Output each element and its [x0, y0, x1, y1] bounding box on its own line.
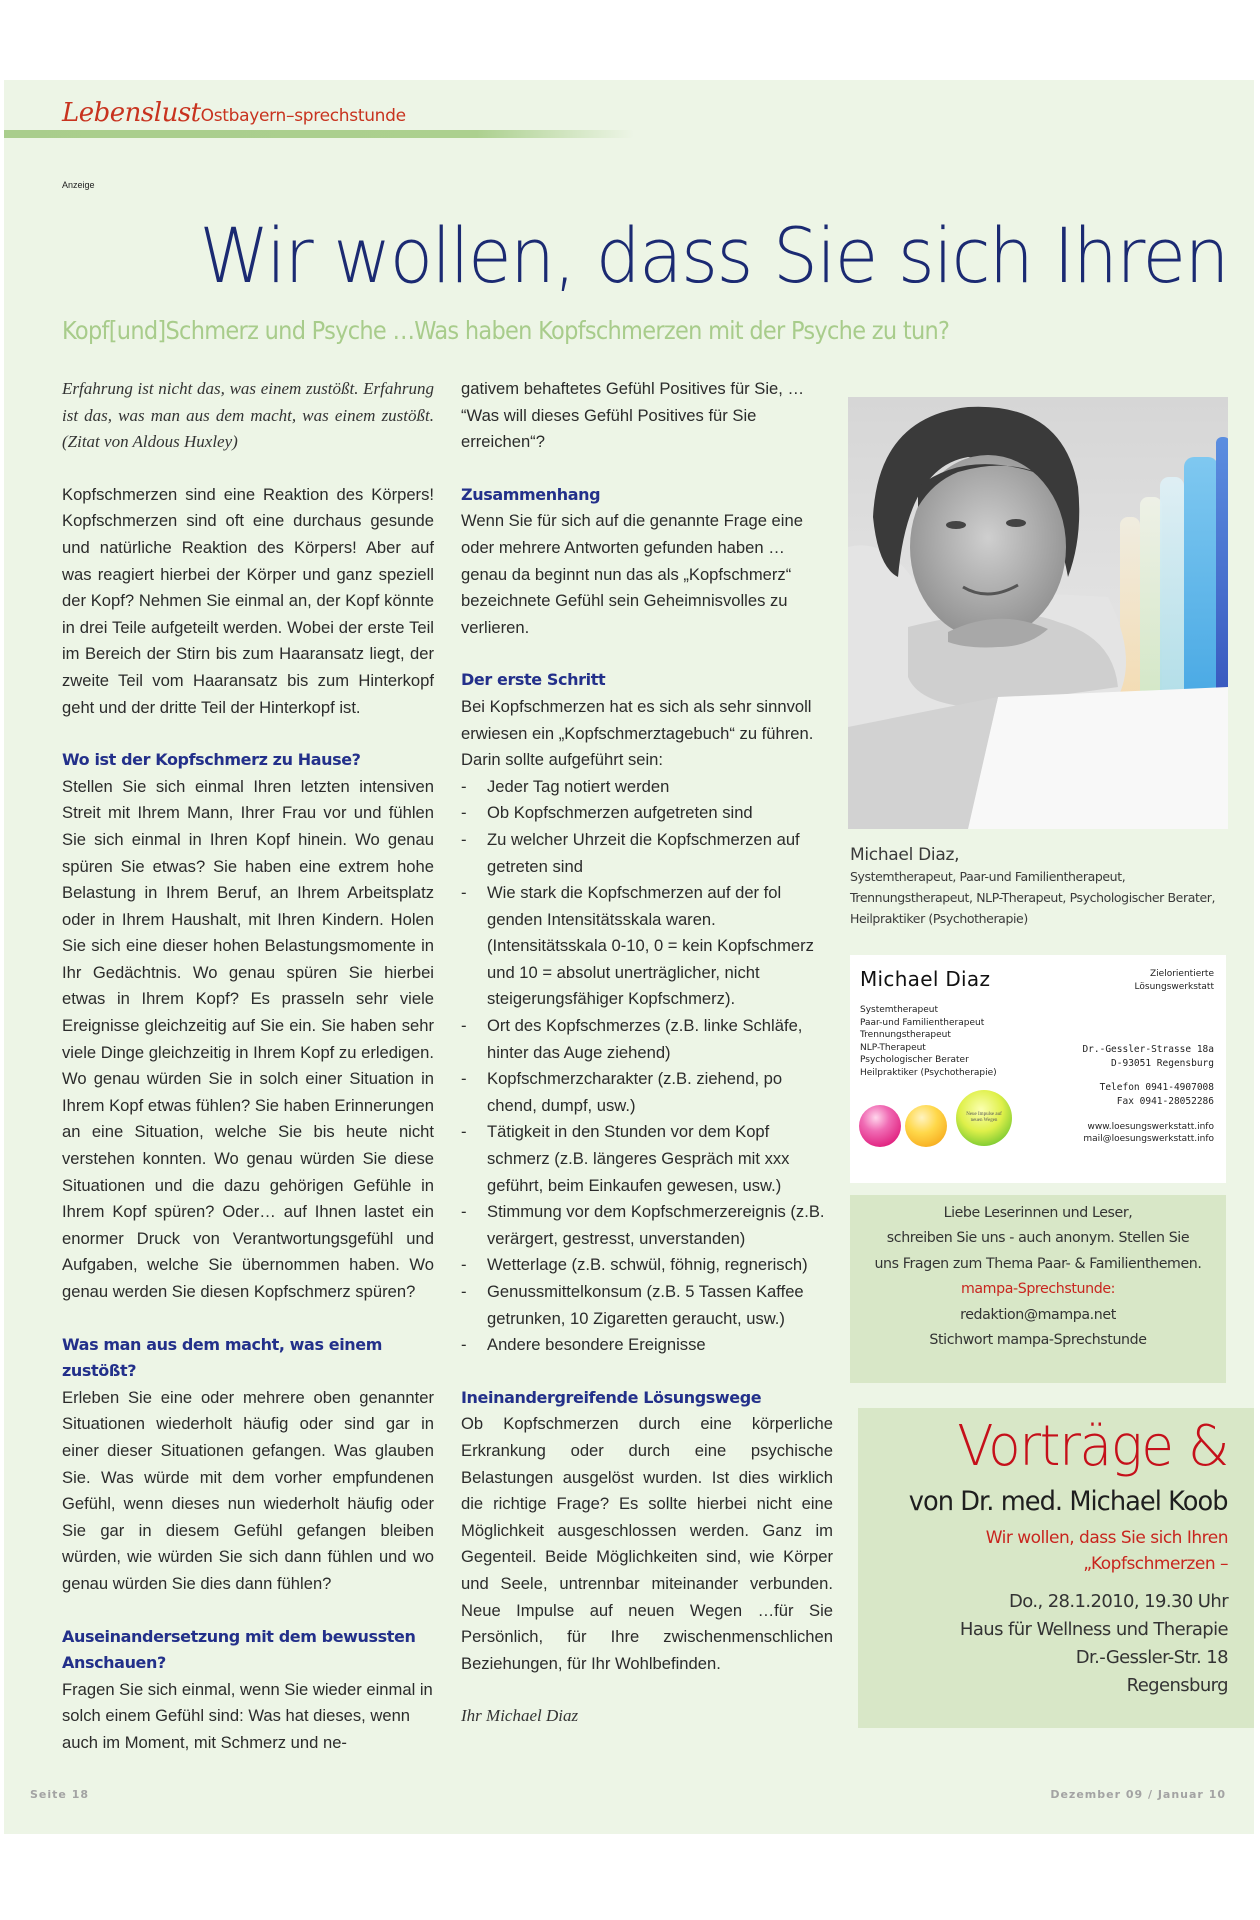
list-item: - Tätigkeit in den Stunden vor dem Kopf schmerz (z.B. längeres Gespräch mit xxx geführt, beim Einkaufen gewesen, usw.) [461, 1122, 790, 1195]
section-heading-zusammenhang: Zusammenhang [461, 484, 601, 504]
list-item: - Jeder Tag notiert werden [461, 776, 670, 796]
card-email-link[interactable]: mail@loesungswerkstatt.info [1083, 1134, 1214, 1144]
author-roles: Systemtherapeut, Paar-und Familientherapeut, Trennungstherapeut, NLP-Therapeut, Psychologischer Berater, Heilpraktiker (Psychotherapie) [850, 869, 1216, 926]
card-web [1083, 1121, 1214, 1145]
event-headline: Vorträge & [957, 1414, 1228, 1479]
card-address: Dr.-Gessler-Strasse 18a D-93051 Regensburg [1082, 1044, 1214, 1069]
opening-quote: Erfahrung ist nicht das, was einem zustößt. Erfahrung ist das, was man aus dem macht, was einem zustößt. (Zitat von Aldous Huxley) [62, 379, 434, 452]
ad-label: Anzeige [62, 180, 95, 190]
intro-paragraph: Kopfschmerzen sind eine Reaktion des Körpers! Kopfschmerzen sind oft eine durchaus gesunde und natürliche Reaktion des Körpers! Aber auf was reagiert hierbei der Körper und ganz speziell der Kopf? Nehmen Sie einmal an, der Kopf könnte in drei Teile aufgeteilt werden. Wobei der erste Teil im Bereich der Stirn bis zum Haaransatz liegt, der zweite Teil vom Haaransatz bis zum Hinterkopf geht und der dritte Teil der Hinterkopf ist. [62, 484, 434, 717]
section-heading-loesungswege: Ineinandergreifende Lösungswege [461, 1387, 762, 1407]
section-heading: Wo ist der Kopfschmerz zu Hause? [62, 750, 361, 770]
event-speaker: von Dr. med. Michael Koob [909, 1486, 1228, 1517]
card-phone [1100, 1081, 1214, 1108]
readers-text: schreiben Sie uns - auch anonym. Stellen Sie [886, 1230, 1190, 1247]
section-paragraph: Ob Kopfschmerzen durch eine körperliche Erkrankung oder durch eine psychische Belastungen ausgelöst wurden. Ist dies wirklich die richtige Frage? Es sollte hierbei nicht eine Möglichkeit ausgeschlossen werden. Ganz im Gegenteil. Beide Möglichkeiten sind, wie Körper und Seele, untrennbar miteinander verbunden. Neue Impulse auf neuen Wegen …für Sie Persönlich, für Ihre zwischenmenschlichen Beziehungen, für Ihr Wohlbefinden. [461, 1414, 833, 1673]
readers-info-box [850, 1195, 1226, 1383]
card-telephone: Telefon 0941-4907008 [1099, 1082, 1214, 1093]
yellow-sphere-icon [905, 1105, 947, 1147]
page-number: Seite 18 [30, 1788, 90, 1801]
portrait-photo [848, 397, 1228, 829]
event-city: Regensburg [1126, 1675, 1228, 1696]
pink-sphere-icon [859, 1105, 901, 1147]
kicker-script: Lebenslust [62, 98, 201, 128]
event-topic: „Kopfschmerzen – [1083, 1554, 1228, 1574]
section-heading: Was man aus dem macht, was einem zustößt? [62, 1334, 382, 1381]
section-paragraph: Wenn Sie für sich auf die genannte Frage eine oder mehrere Antworten gefunden haben … genau da beginnt nun das als „Kopfschmerz“ bezeichnete Gefühl sein Geheimnisvolles zu verlieren. [461, 511, 803, 637]
signature: Ihr Michael Diaz [461, 1706, 579, 1726]
list-item: - Kopfschmerzcharakter (z.B. ziehend, po chend, dumpf, usw.) [461, 1069, 783, 1115]
magazine-page [4, 80, 1254, 1834]
business-card [850, 955, 1226, 1183]
event-street: Dr.-Gessler-Str. 18 [1075, 1647, 1228, 1668]
article-column-1 [62, 376, 434, 1757]
event-box [858, 1408, 1254, 1728]
portrait-illustration [848, 397, 1228, 829]
section-paragraph: Erleben Sie eine oder mehrere oben genannter Situationen wiederholt häufig oder sind gar in einer dieser Situationen gefangen. Was glauben Sie. Was würde mit dem vorher empfundenen Gefühl, wenn dieses nun wiederholt häufig oder Sie gar in diesem Gefühl gefangen bleiben würden, wie würden Sie sich dann fühlen und wo genau würden Sie dies dann fühlen? [62, 1387, 434, 1593]
card-name: Michael Diaz [860, 967, 991, 991]
section-heading-erster-schritt: Der erste Schritt [461, 670, 606, 690]
list-item: - Andere besondere Ereignisse [461, 1335, 706, 1355]
event-details [960, 1588, 1228, 1700]
list-item: - Genussmittelkonsum (z.B. 5 Tassen Kaffee getrunken, 10 Zigaretten geraucht, usw.) [461, 1282, 804, 1328]
card-website-link[interactable]: www.loesungswerkstatt.info [1087, 1122, 1214, 1132]
author-name: Michael Diaz, [850, 845, 960, 865]
event-topic: Wir wollen, dass Sie sich Ihren [985, 1528, 1228, 1548]
page-title: Wir wollen, dass Sie sich Ihren [199, 211, 1228, 300]
list-item: - Ob Kopfschmerzen aufgetreten sind [461, 803, 753, 823]
card-roles: Systemtherapeut Paar-und Familientherapeut Trennungstherapeut NLP-Therapeut Psychologischer Berater Heilpraktiker (Psychotherapie) [860, 1005, 997, 1078]
event-date: Do., 28.1.2010, 19.30 Uhr [1008, 1591, 1228, 1612]
header-brush-stripe [4, 130, 634, 138]
page-subtitle: Kopf[und]Schmerz und Psyche …Was haben Kopfschmerzen mit der Psyche zu tun? [62, 316, 950, 345]
author-caption [850, 844, 1230, 929]
readers-keyword: Stichwort mampa-Sprechstunde [929, 1332, 1147, 1349]
card-tagline: Zielorientierte Lösungswerkstatt [1134, 969, 1214, 992]
readers-greeting: Liebe Leserinnen und Leser, [943, 1205, 1133, 1221]
event-venue: Haus für Wellness und Therapie [959, 1619, 1228, 1640]
section-kicker [62, 98, 406, 128]
issue-date: Dezember 09 / Januar 10 [1050, 1788, 1226, 1801]
article-column-2 [461, 376, 833, 1730]
list-item: - Ort des Kopfschmerzes (z.B. linke Schläfe, hinter das Auge ziehend) [461, 1016, 803, 1062]
section-paragraph: Bei Kopfschmerzen hat es sich als sehr sinnvoll erwiesen ein „Kopfschmerztagebuch“ zu führen. Darin sollte aufgeführt sein: [461, 696, 814, 770]
diary-checklist [461, 774, 833, 1359]
readers-email-link[interactable]: redaktion@mampa.net [960, 1306, 1116, 1323]
readers-text: uns Fragen zum Thema Paar- & Familienthemen. [874, 1255, 1202, 1272]
card-fax: Fax 0941-28052286 [1116, 1095, 1214, 1107]
list-item: - Stimmung vor dem Kopfschmerzereignis (z.B. verärgert, gestresst, unverstanden) [461, 1202, 825, 1248]
list-item: - Zu welcher Uhrzeit die Kopfschmerzen auf getreten sind [461, 829, 800, 876]
list-item: - Wetterlage (z.B. schwül, föhnig, regnerisch) [461, 1255, 808, 1275]
section-paragraph: Stellen Sie sich einmal Ihren letzten intensiven Streit mit Ihrem Mann, Ihrer Frau vor und fühlen Sie sich einmal in Ihren Kopf hinein. Wo genau spüren Sie etwas? Sie haben eine extrem hohe Belastung in Ihrem Beruf, an Ihrem Arbeitsplatz oder in Ihrem Haushalt, mit Ihren Kindern. Holen Sie sich eine dieser hohen Belastungsmomente in Ihr Gedächtnis. Wo genau spüren Sie hierbei etwas in Ihrem Kopf? Es prasseln sehr viele Ereignisse gleichzeitig auf Sie ein. Sie haben sehr viele Dinge gleichzeitig in Ihrem Kopf zu erledigen. Wo genau würden Sie in solch einer Situation in Ihrem Kopf etwas fühlen? Sie haben Erinnerungen an eine Situation, welche Sie bis heute nicht verstehen konnten. Wo genau würden Sie diese Situationen und die dazu gehörigen Gefühle in Ihrem Kopf spüren? Oder… auf Ihnen lastet ein enormer Druck von Verantwortungsgefühl und Aufgaben, welche Sie übernommen haben. Wo genau werden Sie diesen Kopfschmerz spüren? [62, 776, 434, 1301]
readers-highlight: mampa-Sprechstunde: [960, 1281, 1116, 1298]
kicker-rest: Ostbayern–sprechstunde [200, 106, 406, 126]
green-sphere-icon: Neue Impulse auf neuen Wegen [956, 1090, 1012, 1146]
section-paragraph: Fragen Sie sich einmal, wenn Sie wieder einmal in solch einem Gefühl sind: Was hat dieses, wenn auch im Moment, mit Schmerz und ne- [62, 1679, 433, 1752]
continuation-paragraph: gativem behaftetes Gefühl Positives für Sie, … “Was will dieses Gefühl Positives für Sie erreichen“? [461, 379, 805, 452]
section-heading: Auseinandersetzung mit dem bewussten Anschauen? [62, 1626, 416, 1673]
list-item: - Wie stark die Kopfschmerzen auf der fol genden Intensitätsskala waren. (Intensitätsskala 0-10, 0 = kein Kopfschmerz und 10 = absolut unerträglicher, nicht steigerungsfähiger Kopfschmerz). [461, 883, 814, 1009]
